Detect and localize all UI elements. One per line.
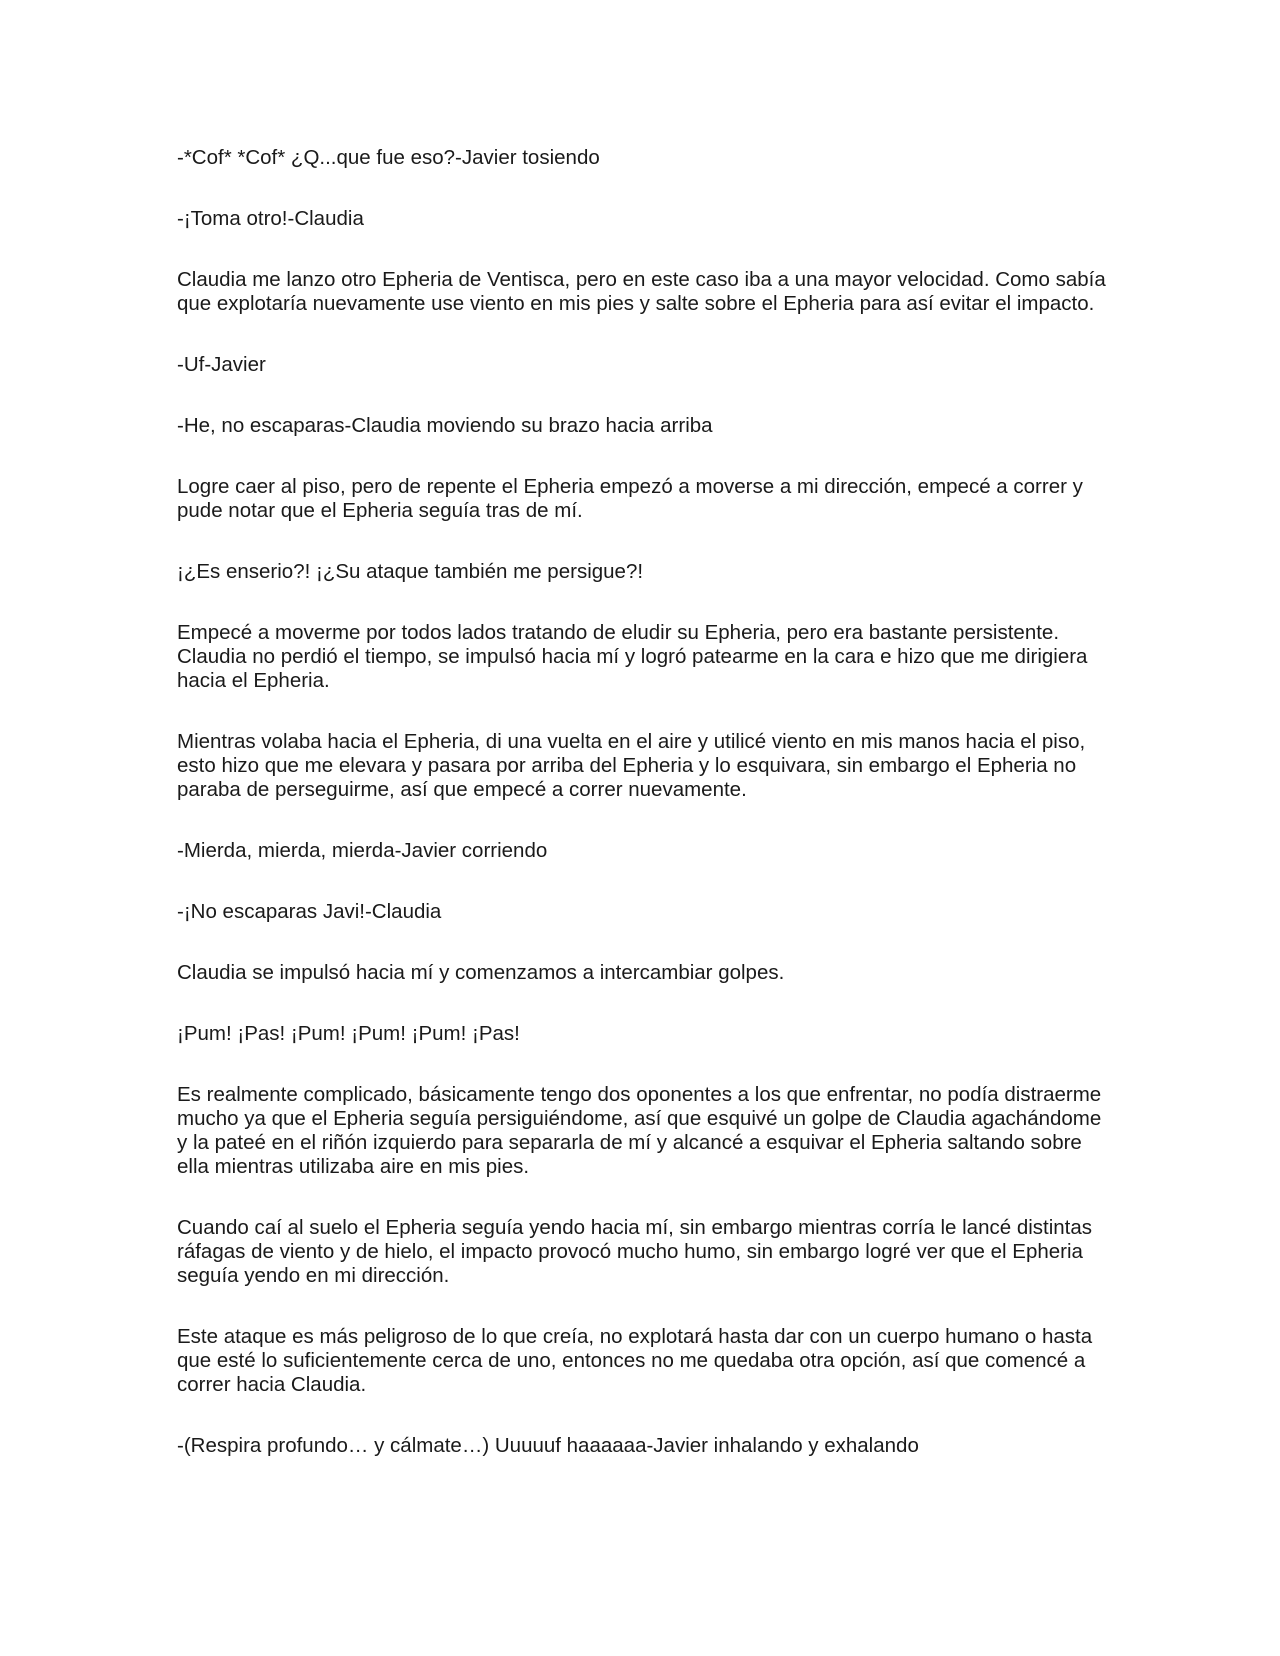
paragraph: -(Respira profundo… y cálmate…) Uuuuuf haaaaaa-Javier inhalando y exhalando xyxy=(177,1434,919,1457)
paragraph: Claudia se impulsó hacia mí y comenzamos a intercambiar golpes. xyxy=(177,961,785,984)
paragraph: ¡Pum! ¡Pas! ¡Pum! ¡Pum! ¡Pum! ¡Pas! xyxy=(177,1022,520,1045)
paragraph: ¡¿Es enserio?! ¡¿Su ataque también me persigue?! xyxy=(177,560,644,583)
paragraph: Cuando caí al suelo el Epheria seguía yendo hacia mí, sin embargo mientras corría le lancé distintas ráfagas de viento y de hielo, el impacto provocó mucho humo, sin embargo logré ver que el Epheria seguía yendo en mi dirección. xyxy=(177,1216,1093,1287)
paragraph: -*Cof* *Cof* ¿Q...que fue eso?-Javier tosiendo xyxy=(177,146,600,169)
paragraph: -Mierda, mierda, mierda-Javier corriendo xyxy=(177,839,548,862)
paragraph: Logre caer al piso, pero de repente el Epheria empezó a moverse a mi dirección, empecé a correr y pude notar que el Epheria seguía tras de mí. xyxy=(177,475,1083,522)
paragraph: Empecé a moverme por todos lados tratando de eludir su Epheria, pero era bastante persistente. Claudia no perdió el tiempo, se impulsó hacia mí y logró patearme en la cara e hizo que me dirigiera hacia el Epheria. xyxy=(177,621,1088,692)
paragraph: -Uf-Javier xyxy=(177,353,266,376)
paragraph: Este ataque es más peligroso de lo que creía, no explotará hasta dar con un cuerpo humano o hasta que esté lo suficientemente cerca de uno, entonces no me quedaba otra opción, así que comencé a correr hacia Claudia. xyxy=(177,1325,1093,1396)
paragraph: Mientras volaba hacia el Epheria, di una vuelta en el aire y utilicé viento en mis manos hacia el piso, esto hizo que me elevara y pasara por arriba del Epheria y lo esquivara, sin embargo el Epheria no paraba de perseguirme, así que empecé a correr nuevamente. xyxy=(177,730,1086,801)
paragraph: -¡No escaparas Javi!-Claudia xyxy=(177,900,442,923)
paragraph: Es realmente complicado, básicamente tengo dos oponentes a los que enfrentar, no podía distraerme mucho ya que el Epheria seguía persiguiéndome, así que esquivé un golpe de Claudia agachándome y la pateé en el riñón izquierdo para separarla de mí y alcancé a esquivar el Epheria saltando sobre ella mientras utilizaba aire en mis pies. xyxy=(177,1083,1102,1178)
paragraph: -He, no escaparas-Claudia moviendo su brazo hacia arriba xyxy=(177,414,713,437)
paragraph: Claudia me lanzo otro Epheria de Ventisca, pero en este caso iba a una mayor velocidad. Como sabía que explotaría nuevamente use viento en mis pies y salte sobre el Epheria para así evitar el impacto. xyxy=(177,268,1106,315)
paragraph: -¡Toma otro!-Claudia xyxy=(177,207,364,230)
document-body xyxy=(177,146,1107,1495)
